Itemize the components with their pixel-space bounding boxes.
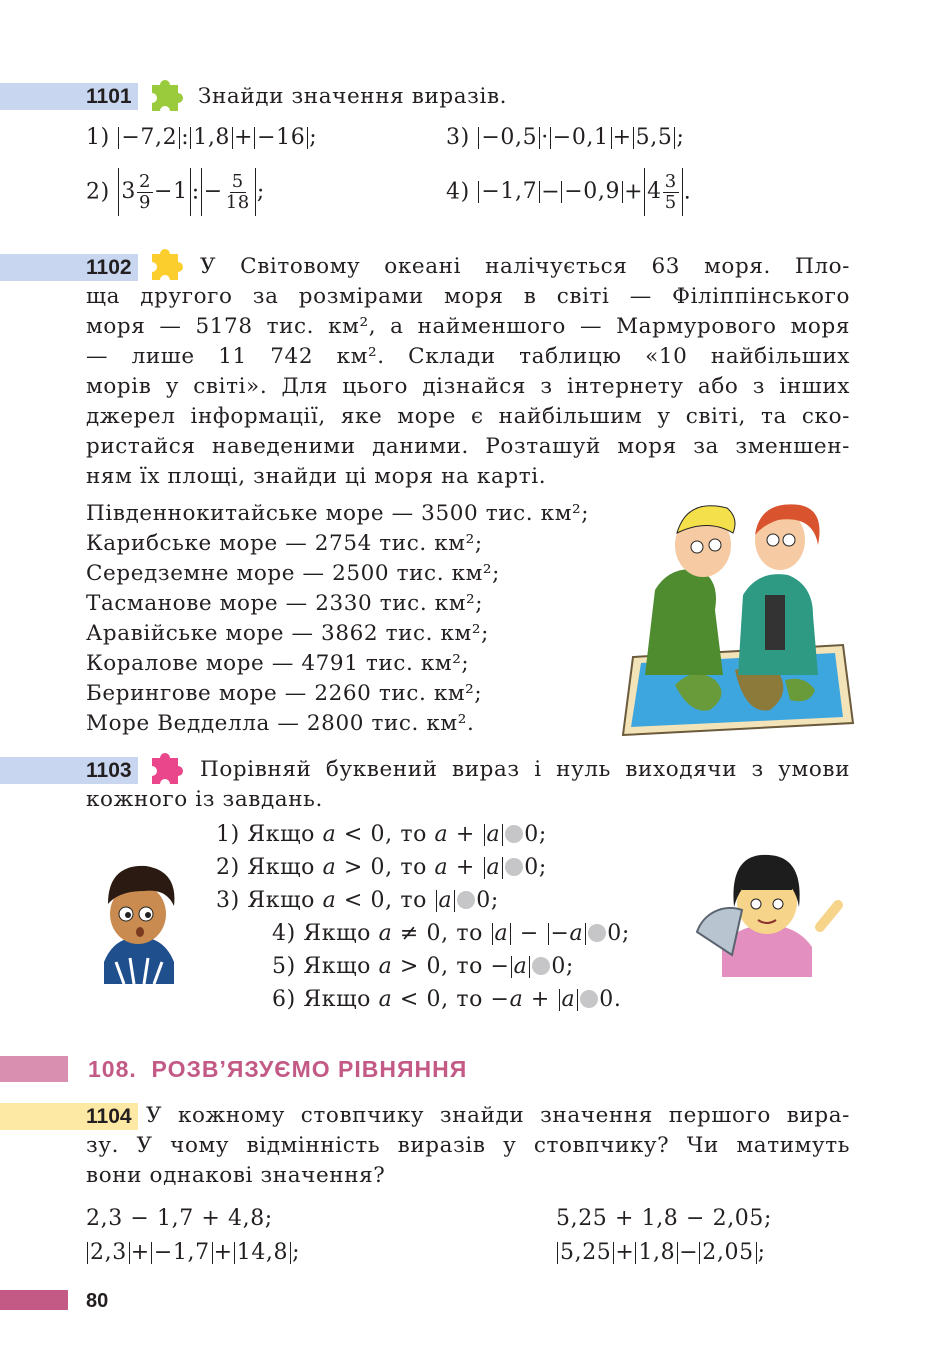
sea-item: Аравійське море — 3862 тис. км²; — [86, 621, 489, 646]
expr-1104-right-2: 5,25 + 1,8 − 2,05 ; — [556, 1240, 766, 1265]
task-1103-line-2: кожного із завдань. — [86, 787, 323, 812]
task-1102-number: 1102 — [86, 256, 132, 279]
task-1101-number: 1101 — [86, 85, 132, 108]
girl-with-protractor-illustration — [692, 852, 852, 977]
page-number-bar — [0, 1290, 68, 1310]
sea-item: Південнокитайське море — 3500 тис. км²; — [86, 501, 590, 526]
yellow-puzzle-icon — [146, 246, 186, 284]
section-heading-bar — [0, 1056, 68, 1082]
task-1104-line-2: зу. У чому відмінність виразів у стовпчику? Чи матимуть — [86, 1133, 850, 1158]
task-1102-line-8: ням їх площі, знайди ці моря на карті. — [86, 464, 547, 489]
section-heading: 108. РОЗВ’ЯЗУЄМО РІВНЯННЯ — [88, 1056, 468, 1082]
task-1102-line-4: — лише 11 742 км². Склади таблицю «10 найбільших — [86, 344, 850, 369]
expr-1104-left-1: 2,3 − 1,7 + 4,8; — [86, 1206, 273, 1231]
page-number: 80 — [86, 1290, 109, 1312]
sea-item: Карибське море — 2754 тис. км²; — [86, 531, 483, 556]
task-1104-line-1: У кожному стовпчику знайди значення першого вира- — [146, 1103, 850, 1128]
condition-5: 5) Якщо a > 0, то − a 0; — [272, 954, 574, 979]
sea-item: Море Ведделла — 2800 тис. км². — [86, 711, 475, 736]
sea-item: Тасманове море — 2330 тис. км²; — [86, 591, 484, 616]
sea-item: Коралове море — 4791 тис. км²; — [86, 651, 470, 676]
expr-1101-1: 1) −7,2 : 1,8 + −16 ; — [86, 125, 318, 150]
condition-6: 6) Якщо a < 0, то −a + a 0. — [272, 987, 622, 1012]
sea-item: Середземне море — 2500 тис. км²; — [86, 561, 500, 586]
task-1102-line-7: ристайся наведеними даними. Розташуй моря за зменшен- — [86, 434, 850, 459]
condition-2: 2) Якщо a > 0, то a + a 0; — [216, 855, 547, 880]
task-1103-line-1: Порівняй буквений вираз і нуль виходячи з умови — [200, 757, 850, 782]
expr-1101-4: 4) −1,7 − −0,9 + 4 $\frac{3}{5}$ . — [446, 168, 691, 216]
task-1102-line-6: джерел інформації, яке море є найбільшим у світі, та ско- — [86, 404, 850, 429]
pink-puzzle-icon — [146, 750, 186, 788]
task-1104-line-3: вони однакові значення? — [86, 1163, 386, 1188]
expr-1104-left-2: 2,3 + −1,7 + 14,8 ; — [86, 1240, 300, 1265]
task-1102-line-2: ща другого за розмірами моря в світі — Філіппінського — [86, 284, 850, 309]
sea-item: Берингове море — 2260 тис. км²; — [86, 681, 483, 706]
green-puzzle-icon — [146, 77, 186, 115]
task-1103-number: 1103 — [86, 759, 132, 782]
task-1104-number: 1104 — [86, 1105, 132, 1128]
condition-4: 4) Якщо a ≠ 0, то a − −a 0; — [272, 921, 630, 946]
expr-1101-2: 2) 3 $\frac{2}{9}$ −1 : − $\frac{5}{18}$ ; — [86, 168, 265, 216]
expr-1101-3: 3) −0,5 · −0,1 + 5,5 ; — [446, 125, 685, 150]
task-1101-text: Знайди значення виразів. — [198, 84, 508, 109]
expr-1104-right-1: 5,25 + 1,8 − 2,05; — [556, 1206, 773, 1231]
kids-with-map-illustration — [615, 495, 860, 740]
task-1102-line-3: моря — 5178 тис. км², а найменшого — Мармурового моря — [86, 314, 850, 339]
boy-illustration — [94, 862, 184, 984]
task-1102-line-5: морів у світі». Для цього дізнайся з інтернету або з інших — [86, 374, 850, 399]
task-1102-line-1: У Світовому океані налічується 63 моря. Пло- — [200, 254, 850, 279]
condition-1: 1) Якщо a < 0, то a + a 0; — [216, 822, 547, 847]
condition-3: 3) Якщо a < 0, то a 0; — [216, 888, 499, 913]
